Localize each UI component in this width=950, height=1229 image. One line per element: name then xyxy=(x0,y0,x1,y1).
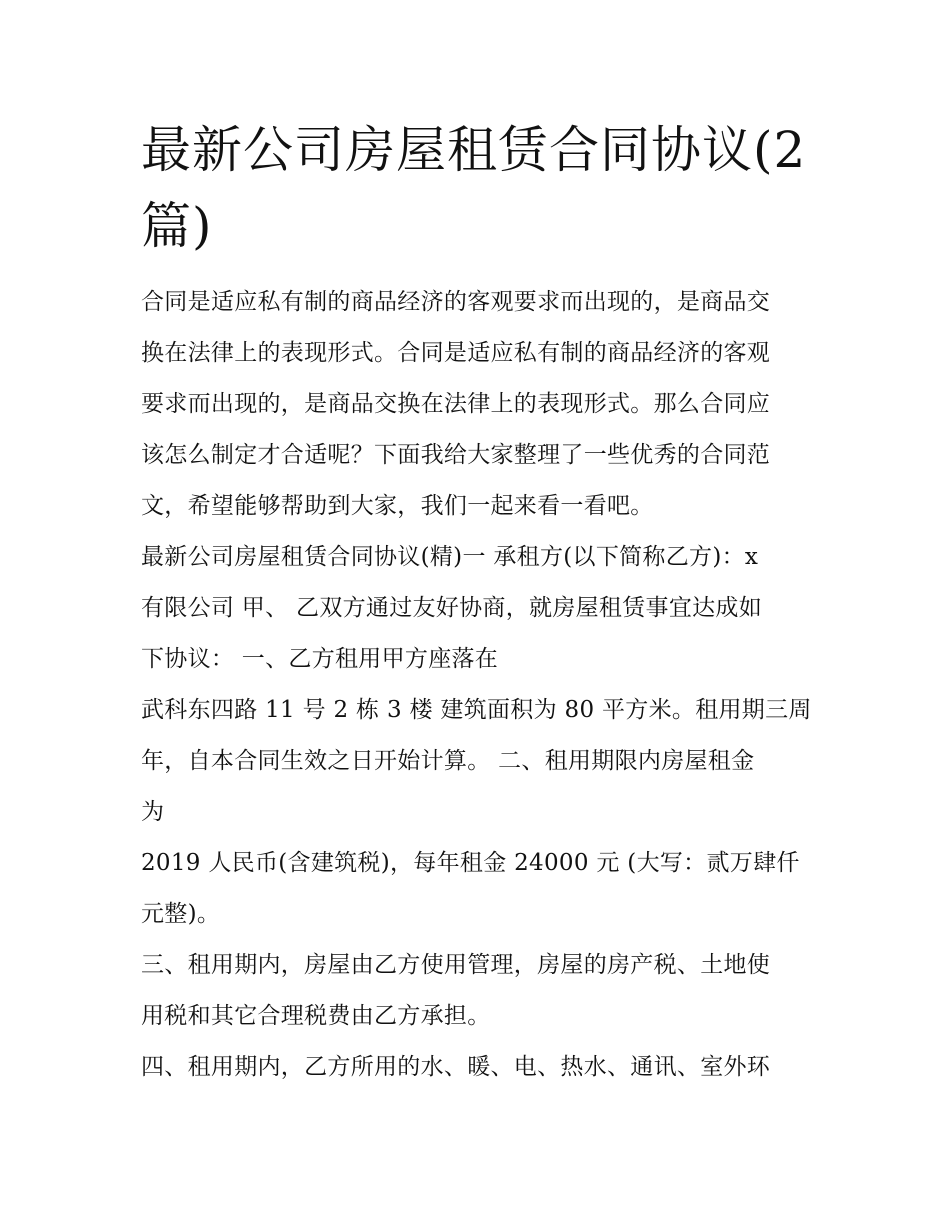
body-line: 2019 人民币(含建筑税)，每年租金 24000 元 (大写：贰万肆仟 xyxy=(141,850,800,876)
body-line: 用税和其它合理税费由乙方承担。 xyxy=(141,1003,491,1029)
title-line-1: 最新公司房屋租赁合同协议(2 xyxy=(141,121,807,179)
body-line: 为 xyxy=(141,799,165,825)
body-line: 最新公司房屋租赁合同协议(精)一 承租方(以下简称乙方)：x xyxy=(141,544,759,570)
body-line: 四、租用期内，乙方所用的水、暖、电、热水、通讯、室外环 xyxy=(141,1054,771,1080)
body-line: 武科东四路 11 号 2 栋 3 楼 建筑面积为 80 平方米。租用期三周 xyxy=(141,697,812,723)
body-line: 元整)。 xyxy=(141,901,221,927)
title-line-2: 篇) xyxy=(141,197,213,255)
body-line: 有限公司 甲、 乙双方通过友好协商，就房屋租赁事宜达成如 xyxy=(141,595,763,621)
document-body xyxy=(141,277,821,1093)
body-line: 三、租用期内，房屋由乙方使用管理，房屋的房产税、土地使 xyxy=(141,952,771,978)
document-title xyxy=(141,112,811,264)
body-line: 年，自本合同生效之日开始计算。 二、租用期限内房屋租金 xyxy=(141,748,755,774)
body-line: 合同是适应私有制的商品经济的客观要求而出现的，是商品交 xyxy=(141,289,771,315)
body-line: 该怎么制定才合适呢？下面我给大家整理了一些优秀的合同范 xyxy=(141,442,771,468)
body-line: 下协议： 一、乙方租用甲方座落在 xyxy=(141,646,499,672)
body-line: 文，希望能够帮助到大家，我们一起来看一看吧。 xyxy=(141,493,654,519)
body-line: 要求而出现的，是商品交换在法律上的表现形式。那么合同应 xyxy=(141,391,771,417)
body-line: 换在法律上的表现形式。合同是适应私有制的商品经济的客观 xyxy=(141,340,771,366)
